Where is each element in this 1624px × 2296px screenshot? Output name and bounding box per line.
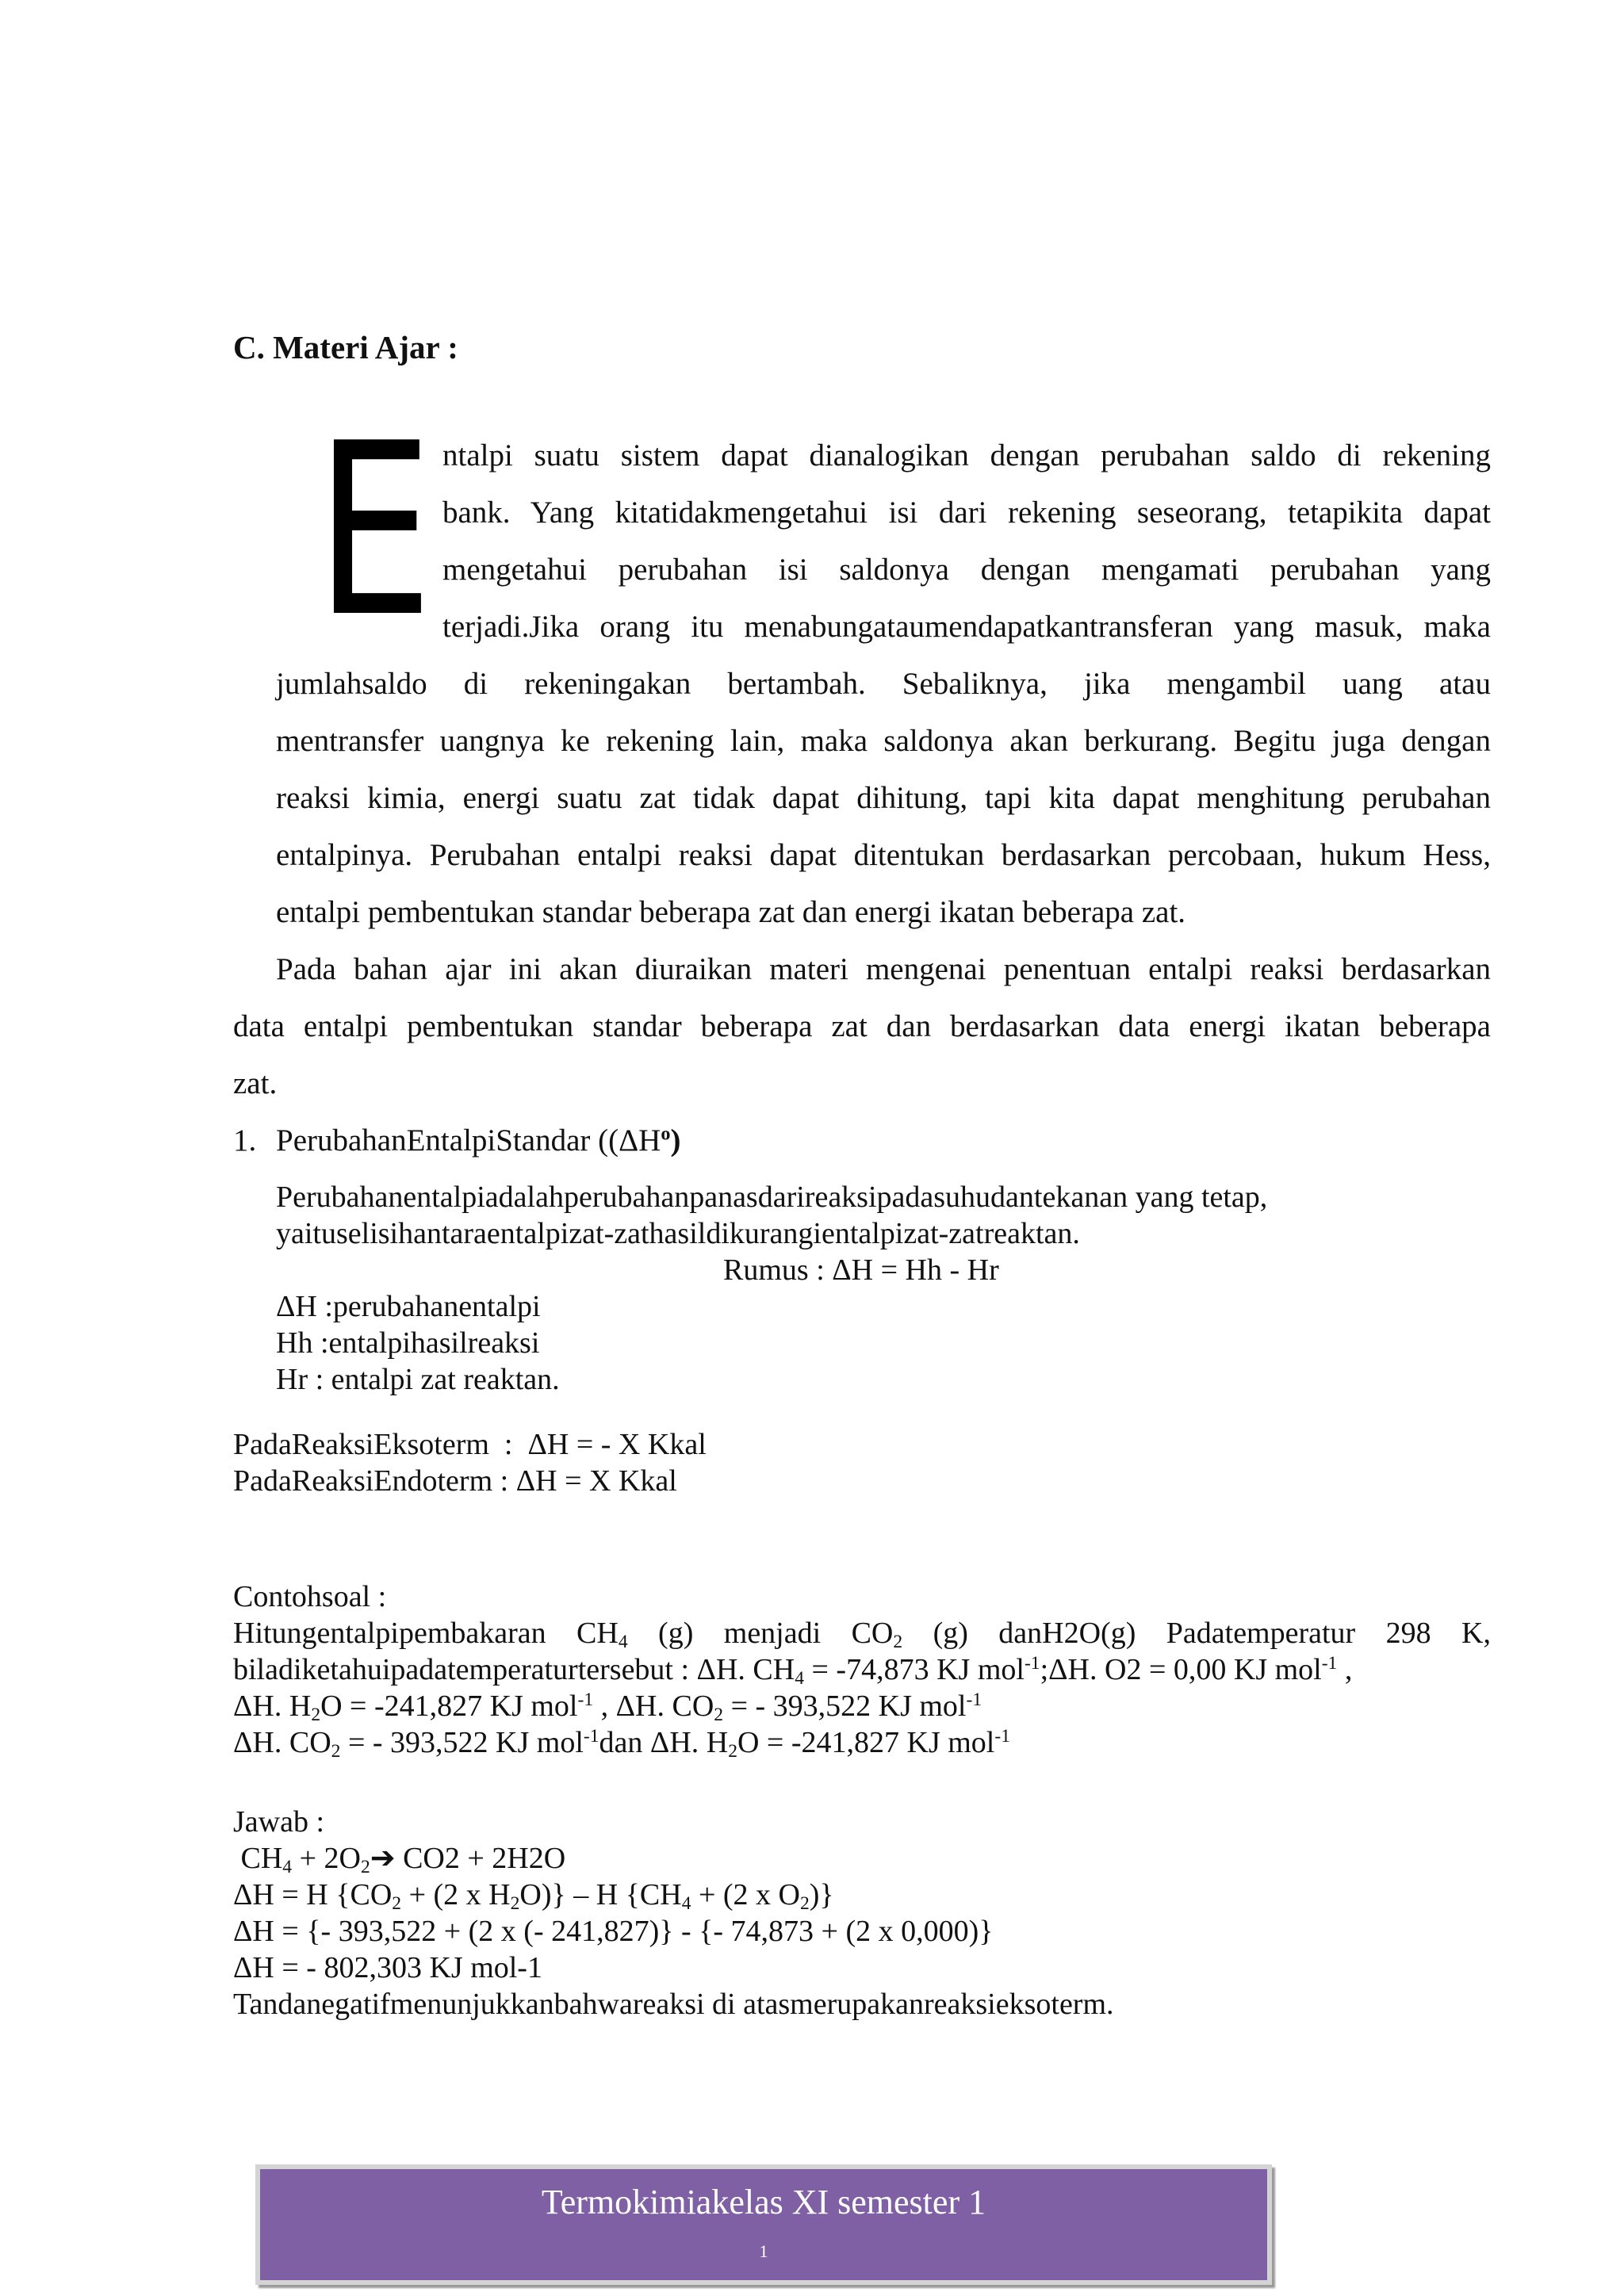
example-line: Hitungentalpipembakaran $CH_4$ (g) menjadi $CO_2$ (g) danH2O(g) Padatemperatur 298 K, [233, 1617, 1491, 1652]
para-line: data entalpi pembentukan standar beberapa zat dan berdasarkan data energi ikatan beberapa [233, 1009, 1491, 1043]
answer-step: ΔH = - 802,303 KJ mol-1 [233, 1951, 542, 1984]
legend-line: ΔH :perubahanentalpi [276, 1290, 541, 1323]
answer-equation: $CH_4$ + $2O_2➔$ CO2 + 2H2O [233, 1842, 566, 1877]
arrow-icon: ➔ [370, 1842, 396, 1875]
answer-step: ΔH = H {$CO_2 + (2$ x $H_2O$)} – H {$CH_4 + (2$ x $O_2$)} [233, 1878, 834, 1914]
page-number: 1 [759, 2241, 768, 2261]
intro-line: bank. Yang kitatidakmengetahui isi dari rekening seseorang, tetapikita dapat [442, 496, 1491, 530]
legend-line: Hh :entalpihasilreaksi [276, 1326, 540, 1360]
intro-line: mentransfer uangnya ke rekening lain, maka saldonya akan berkurang. Begitu juga dengan [276, 724, 1491, 758]
item-title: PerubahanEntalpiStandar ($(\Delta H^o)$ [276, 1123, 681, 1158]
definition-line: yaituselisihantaraentalpizat-zathasildikurangientalpizat-zatreaktan. [276, 1217, 1080, 1250]
footer-banner [255, 2164, 1272, 2285]
list-number: 1. [233, 1123, 257, 1158]
example-line: biladiketahuipadatemperaturtersebut : ΔH. $CH_4 = -74,873$ KJ mol$^{-1}$;ΔH. O2 = 0,00 KJ mol$^{-1}$ , [233, 1653, 1353, 1689]
answer-step: ΔH = {- 393,522 + (2 x (- 241,827)} - {- 74,873 + (2 x 0,000)} [233, 1915, 994, 1948]
footer-title: Termokimiakelas XI semester 1 [541, 2183, 986, 2221]
legend-line: Hr : entalpi zat reaktan. [276, 1363, 560, 1396]
intro-line: entalpi pembentukan standar beberapa zat dan energi ikatan beberapa zat. [276, 895, 1186, 929]
intro-line: ntalpi suatu sistem dapat dianalogikan dengan perubahan saldo di rekening [442, 438, 1491, 473]
answer-conclusion: Tandanegatifmenunjukkanbahwareaksi di atasmerupakanreaksieksoterm. [233, 1988, 1114, 2021]
definition-line: Perubahanentalpiadalahperubahanpanasdarireaksipadasuhudantekanan yang tetap, [276, 1181, 1268, 1214]
intro-line: terjadi.Jika orang itu menabungataumendapatkantransferan yang masuk, maka [442, 610, 1491, 644]
answer-title: Jawab : [233, 1805, 325, 1839]
formula: Rumus : ΔH = Hh - Hr [723, 1253, 999, 1287]
intro-line: reaksi kimia, energi suatu zat tidak dapat dihitung, tapi kita dapat menghitung perubahan [276, 781, 1491, 815]
section-heading: C. Materi Ajar : [233, 329, 458, 365]
para-line: zat. [233, 1066, 278, 1100]
example-line: ΔH. $CO_2$ = - 393,522 KJ mol$^{-1}$dan ΔH. $H_2O = -241,827$ KJ mol$^{-1}$ [233, 1726, 1010, 1762]
exothermic-line: PadaReaksiEksoterm : ΔH = - X Kkal [233, 1428, 707, 1461]
para-line: Pada bahan ajar ini akan diuraikan materi mengenai penentuan entalpi reaksi berdasarkan [276, 952, 1491, 986]
endothermic-line: PadaReaksiEndoterm : ΔH = X Kkal [233, 1464, 677, 1498]
intro-line: jumlahsaldo di rekeningakan bertambah. Sebaliknya, jika mengambil uang atau [276, 667, 1491, 701]
example-line: ΔH. $H_2O = -241,827$ KJ mol$^{-1}$ , ΔH. $CO_2$ = - 393,522 KJ mol$^{-1}$ [233, 1689, 982, 1725]
drop-cap-letter: E [316, 392, 433, 669]
example-title: Contohsoal : [233, 1580, 387, 1613]
intro-line: mengetahui perubahan isi saldonya dengan mengamati perubahan yang [442, 553, 1491, 587]
intro-line: entalpinya. Perubahan entalpi reaksi dapat ditentukan berdasarkan percobaan, hukum Hess, [276, 838, 1491, 872]
